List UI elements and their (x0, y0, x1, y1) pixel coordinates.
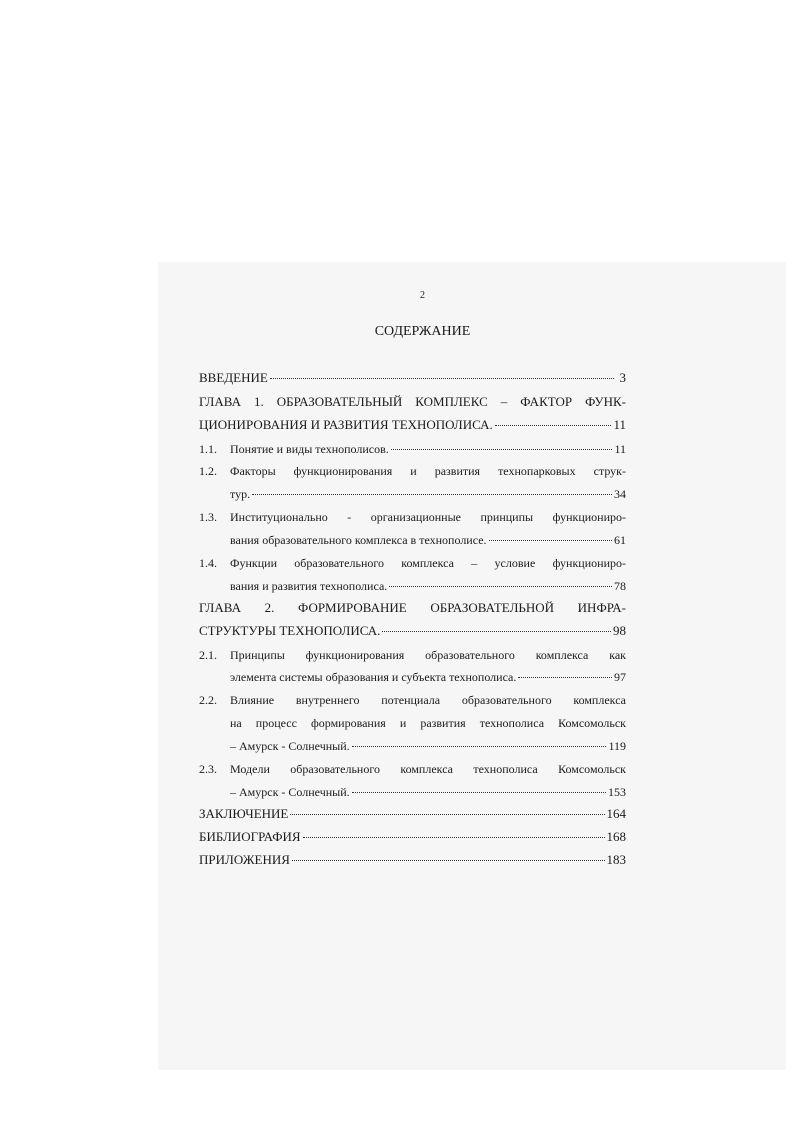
toc-section-number: 2.3. (199, 762, 217, 776)
toc-entry-bibliography[interactable] (199, 827, 626, 847)
toc-entry-text: элемента системы образования и субъекта технополиса. (230, 670, 517, 684)
toc-entry-text: вания и развития технополиса. (230, 579, 388, 593)
toc-section-2-3-line-2[interactable] (199, 782, 626, 802)
dot-leader (252, 494, 612, 495)
toc-section-2-3-line-1[interactable] (199, 759, 626, 779)
toc-entry-page: 97 (614, 670, 626, 684)
toc-section-1-3-line-1[interactable] (199, 507, 626, 527)
toc-section-2-2-line-2[interactable] (199, 713, 626, 733)
toc-section-2-2-line-3[interactable] (199, 736, 626, 756)
toc-section-number: 2.1. (199, 648, 217, 662)
toc-entry-text: Понятие и виды технополисов. (230, 442, 389, 456)
toc-entry-text: ВВЕДЕНИЕ (199, 370, 268, 385)
toc-entry-text: БИБЛИОГРАФИЯ (199, 829, 301, 844)
toc-entry-page: 164 (606, 806, 626, 821)
toc-entry-text: Модели образовательного комплекса технополиса Комсомольск (230, 762, 626, 776)
toc-section-2-1-line-2[interactable] (199, 667, 626, 687)
toc-chapter-2-line-1[interactable] (199, 598, 626, 618)
toc-entry-text: вания образовательного комплекса в технополисе. (230, 533, 487, 547)
toc-entry-text: ЗАКЛЮЧЕНИЕ (199, 806, 289, 821)
page-number: 2 (420, 290, 425, 301)
toc-entry-text: ГЛАВА 2. ФОРМИРОВАНИЕ ОБРАЗОВАТЕЛЬНОЙ ИНФРА- (199, 600, 626, 615)
toc-entry-text: ЦИОНИРОВАНИЯ И РАЗВИТИЯ ТЕХНОПОЛИСА. (199, 417, 493, 432)
dot-leader (270, 378, 614, 379)
toc-entry-text: на процесс формирования и развития технополиса Комсомольск (230, 716, 626, 730)
toc-entry-page: 11 (614, 442, 626, 456)
toc-entry-text: Факторы функционирования и развития технопарковых струк- (230, 464, 626, 478)
dot-leader (292, 860, 605, 861)
toc-entry-text: – Амурск - Солнечный. (230, 785, 350, 799)
toc-entry-page: 119 (608, 739, 626, 753)
toc-entry-page: 11 (613, 417, 626, 432)
toc-entry-appendices[interactable] (199, 850, 626, 870)
toc-entry-text: ГЛАВА 1. ОБРАЗОВАТЕЛЬНЫЙ КОМПЛЕКС – ФАКТОР ФУНК- (199, 394, 626, 409)
toc-section-number: 1.4. (199, 556, 217, 570)
toc-chapter-1-line-1[interactable] (199, 392, 626, 412)
toc-entry-page: 78 (614, 579, 626, 593)
toc-chapter-2-line-2[interactable] (199, 621, 626, 641)
toc-section-1-2-line-1[interactable] (199, 461, 626, 481)
toc-entry-page: 153 (608, 785, 626, 799)
dot-leader (382, 631, 611, 632)
toc-section-2-1-line-1[interactable] (199, 645, 626, 665)
toc-section-number: 1.3. (199, 510, 217, 524)
toc-section-1-1[interactable] (199, 439, 626, 459)
toc-section-1-4-line-1[interactable] (199, 553, 626, 573)
toc-entry-text: ПРИЛОЖЕНИЯ (199, 852, 290, 867)
dot-leader (389, 586, 612, 587)
toc-section-2-2-line-1[interactable] (199, 690, 626, 710)
dot-leader (303, 837, 605, 838)
toc-entry-page: 183 (606, 852, 626, 867)
dot-leader (495, 425, 612, 426)
toc-entry-introduction[interactable] (199, 368, 626, 388)
toc-entry-text: Функции образовательного комплекса – условие функциониро- (230, 556, 626, 570)
toc-entry-page: 98 (613, 623, 626, 638)
toc-section-1-2-line-2[interactable] (199, 484, 626, 504)
toc-entry-page: 61 (614, 533, 626, 547)
toc-section-1-3-line-2[interactable] (199, 530, 626, 550)
dot-leader (518, 677, 612, 678)
toc-title: СОДЕРЖАНИЕ (374, 324, 471, 339)
toc-entry-text: – Амурск - Солнечный. (230, 739, 350, 753)
dot-leader (489, 540, 612, 541)
toc-entry-text: Институционально - организационные принципы функциониро- (230, 510, 626, 524)
toc-entry-text: тур. (230, 487, 251, 501)
toc-entry-text: Принципы функционирования образовательного комплекса как (230, 648, 626, 662)
toc-section-number: 2.2. (199, 693, 217, 707)
toc-entry-page: 168 (606, 829, 626, 844)
toc-entry-page: 3 (619, 370, 626, 385)
toc-entry-page: 34 (614, 487, 626, 501)
dot-leader (391, 449, 613, 450)
toc-section-number: 1.1. (199, 442, 217, 456)
dot-leader (352, 792, 606, 793)
toc-section-number: 1.2. (199, 464, 217, 478)
dot-leader (352, 746, 607, 747)
toc-entry-text: Влияние внутреннего потенциала образовательного комплекса (230, 693, 626, 707)
toc-entry-conclusion[interactable] (199, 804, 626, 824)
toc-chapter-1-line-2[interactable] (199, 415, 626, 435)
dot-leader (290, 814, 604, 815)
toc-entry-text: СТРУКТУРЫ ТЕХНОПОЛИСА. (199, 623, 381, 638)
toc-section-1-4-line-2[interactable] (199, 576, 626, 596)
